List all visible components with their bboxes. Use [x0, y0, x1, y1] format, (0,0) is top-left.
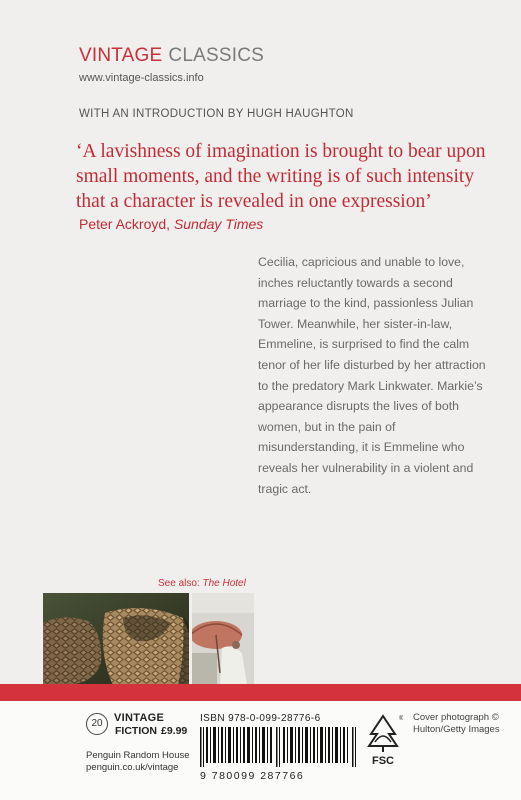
- svg-text:®: ®: [399, 716, 403, 722]
- cover-photo-shoes: [43, 593, 189, 685]
- isbn-label: ISBN 978-0-099-28776-6: [200, 713, 321, 724]
- quote-author: Peter Ackroyd,: [79, 216, 171, 232]
- quote-attribution: [79, 216, 263, 232]
- brand-logo: [79, 46, 264, 65]
- barcode-digits: 9 780099 287766: [200, 770, 305, 782]
- brand-secondary: CLASSICS: [168, 45, 264, 66]
- publisher-url: penguin.co.uk/vintage: [86, 762, 179, 773]
- price-label: £9.99: [161, 725, 188, 737]
- fsc-logo-icon: [363, 712, 403, 766]
- quote-source: Sunday Times: [173, 216, 264, 232]
- imprint-label: VINTAGE: [114, 712, 165, 724]
- red-band: [0, 684, 521, 701]
- brand-primary: VINTAGE: [79, 45, 163, 66]
- see-also-label: See also:: [158, 578, 200, 589]
- barcode: [200, 727, 360, 767]
- category-label: FICTION: [115, 725, 157, 737]
- twenty-logo-icon: 20: [86, 713, 108, 735]
- website-url: www.vintage-classics.info: [79, 72, 204, 84]
- publisher-name: Penguin Random House: [86, 750, 190, 761]
- see-also-title: The Hotel: [202, 578, 246, 589]
- cover-credit: [413, 712, 500, 736]
- fsc-label: FSC: [372, 755, 394, 766]
- see-also: [158, 578, 246, 589]
- review-quote: ‘A lavishness of imagination is brought to bear upon small moments, and the writing is of such intensity that a character is revealed in one expression’: [76, 141, 486, 212]
- the-hotel-thumbnail: [192, 593, 254, 685]
- introduction-credit: WITH AN INTRODUCTION BY HUGH HAUGHTON: [79, 108, 354, 120]
- credit-line-1: Cover photograph ©: [413, 712, 499, 723]
- credit-line-2: Hulton/Getty Images: [413, 724, 500, 735]
- synopsis: Cecilia, capricious and unable to love, inches reluctantly towards a second marriage to the kind, passionless Julian Tower. Meanwhile, her sister-in-law, Emmeline, is surprised to find the calm tenor of her life disturbed by her attraction to the predatory Mark Linkwater. Markie’s appearance disrupts the lives of both women, but in the pain of misunderstanding, it is Emmeline who reveals her vulnerability in a violent and tragic act.: [258, 255, 486, 496]
- category-price: [115, 725, 187, 737]
